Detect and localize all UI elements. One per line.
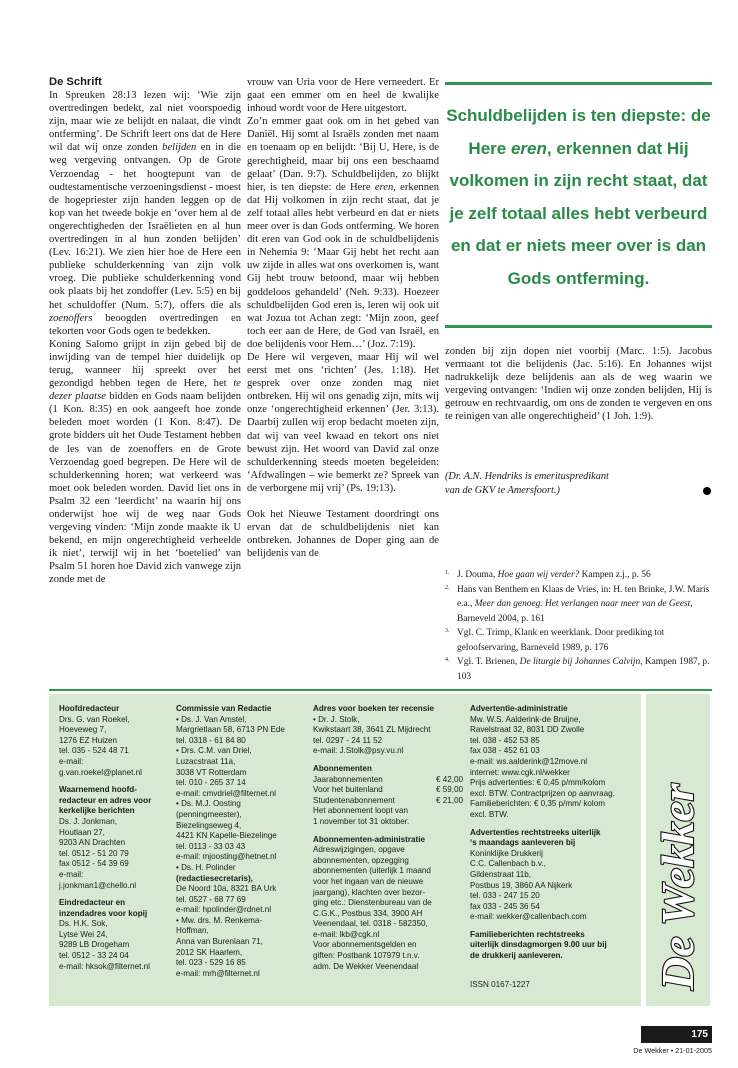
colophon-line: e-mail: ws.aalderink@12move.nl [470,756,588,766]
colophon-column-editors [59,704,174,972]
colophon-line: Hoffman, [176,926,209,936]
colophon-line: 9203 AN Drachten [59,838,126,848]
colophon-line: j.jonkman1@chello.nl [59,880,137,890]
colophon-line: e-mail: mrh@filternet.nl [176,968,260,978]
colophon-line: e-mail: [59,756,84,766]
colophon-line: 9289 LB Drogeham [59,940,130,950]
colophon-line: fax 0512 - 54 39 69 [59,859,129,869]
colophon-line: • Ds. H. Polinder [176,862,236,872]
colophon-line: e-mail: hksok@filternet.nl [59,961,150,971]
colophon-line: Familieberichten: € 0,35 p/mm/ kolom [470,799,605,809]
colophon-line: C.C. Callenbach b.v., [470,859,546,869]
colophon-line: Drs. G. van Roekel, [59,714,130,724]
colophon-price: € 21,00 [435,795,463,805]
colophon-line: Ds. J. Jonkman, [59,816,118,826]
colophon-line: Ravelstraat 32, 8031 DD Zwolle [470,725,585,735]
colophon-line: excl. BTW. [470,809,509,819]
colophon-line: ISSN 0167-1227 [470,979,530,989]
colophon-line: • Ds. M.J. Oosting [176,799,241,809]
pull-quote-bottom-rule [445,325,712,328]
colophon-line: De Noord 10a, 8321 BA Urk [176,884,277,894]
colophon-line: tel. 038 - 452 53 85 [470,735,540,745]
colophon-line: tel. 0318 - 61 84 80 [176,735,246,745]
brand-logo-svg [641,694,712,1006]
colophon-separator [49,689,712,691]
colophon-line: tel. 0297 - 24 11 52 [313,735,383,745]
colophon-column-subscriptions [313,704,463,972]
colophon-line: (penningmeester), [176,809,242,819]
author-note: (Dr. A.N. Hendriks is emerituspredikant van de GKV te Amersfoort.) [445,471,609,496]
colophon-line: Gildenstraat 11b, [470,869,532,879]
colophon-line: tel. 0512 - 51 20 79 [59,848,129,858]
colophon-line: Luzacstraat 11a, [176,756,236,766]
section-heading: De Schrift [49,76,102,88]
colophon-heading: Waarnemend hoofd- [59,785,137,795]
colophon-line: tel. 035 - 524 48 71 [59,746,129,756]
colophon [49,694,641,1006]
colophon-line: • Dr. J. Stolk, [313,714,360,724]
colophon-label: Jaarabonnementen [313,774,383,784]
pull-quote-top-rule [445,82,712,85]
colophon-line: excl. BTW. Contractprijzen op aanvraag. [470,788,615,798]
colophon-heading: Advertentie-administratie [470,704,568,713]
colophon-line: e-mail: lkb@cgk.nl [313,929,380,939]
paragraph: In Spreuken 28:13 lezen wij: ‘Wie zijn overtredingen bedekt, zal niet voorspoedig zijn, maar wie ze belijdt en nalaat, die vindt ontferming’. De Schrift leert ons dat de Here wil dat wij onze zonden belijden en in die weg vergeving ontvangen. Op de Grote Verzoendag - het hoogtepunt van de oudtestamentische verzoeningsdienst - moest de hogepriester zijn handen leggen op de kop van het tweede bokje en ‘over hem al de ongerechtigheden der Israëlieten en al hun overtredingen in al hun zonden belijden’ (Lev. 16:21). We zien hier hoe de Here een publieke schulderkenning van zijn volk vroeg. Die publieke schulderkenning vond ook plaats bij het zondoffer (Lev. 5:5) en bij het schuldoffer (Num. 5:7), offers die als zoenoffers beoogden overtredingen en tekorten voor Gods ogen te bedekken. [49,90,241,337]
colophon-heading: (redactiesecretaris), [176,873,253,883]
colophon-line: C.G.K., Postbus 334, 3900 AH [313,908,423,918]
colophon-heading: Adres voor boeken ter recensie [313,704,435,713]
colophon-heading: Abonnementen-administratie [313,834,425,844]
end-mark [703,487,711,495]
paragraph: De Here wil vergeven, maar Hij wil wel eerst met ons ‘richten’ (Jes. 1:18). Het gesprek over onze zonden mag niet ontbreken. Hij wil ons genadig zijn, mits wij onze ‘ongerechtigheid erkennen’ (Jer. 3:13). Daarbij zullen wij erop bedacht moeten zijn, dat wij van veel kwaad en tekort ons niet bewust zijn. Het woord van David zal onze schulderkenning steeds moeten begeleiden: ‘Afdwalingen – wie bemerkt ze? Spreek van de verborgene mij vrij’ (Ps. 19:13). [247,351,439,494]
colophon-line: Anna van Burenlaan 71, [176,937,263,947]
colophon-line: Mw. W.S. Aalderink-de Bruijne, [470,714,581,724]
colophon-line: Biezelingseweg 4, [176,820,242,830]
colophon-line: ging etc.: Dienstenbureau van de [313,898,432,908]
colophon-line: fax 033 - 245 36 54 [470,901,540,911]
colophon-line: abonnementen (uiterlijk 1 maand [313,866,431,876]
colophon-line: tel. 0113 - 33 03 43 [176,841,246,851]
footnotes [445,568,712,684]
brand-logo-text: De Wekker [652,783,703,990]
colophon-line: e-mail: mjoosting@hetnet.nl [176,852,277,862]
colophon-price: € 42,00 [435,774,463,784]
article-column-1 [49,76,241,587]
colophon-line: jaargang), klachten over bezor- [313,887,426,897]
colophon-line: tel. 0512 - 33 24 04 [59,951,129,961]
colophon-heading: kerkelijke berichten [59,806,135,816]
colophon-line: Prijs advertenties: € 0,45 p/mm/kolom [470,778,606,788]
colophon-line: Lytse Wei 24, [59,929,108,939]
colophon-heading: Eindredacteur en [59,898,126,908]
colophon-line: abonnementen, opzegging [313,855,409,865]
colophon-line: Margrietlaan 58, 6713 PN Ede [176,725,285,735]
colophon-line: e-mail: wekker@callenbach.com [470,912,587,922]
colophon-line: tel. 0527 - 68 77 69 [176,894,246,904]
article-column-2 [247,76,439,560]
footnote: 1. J. Douma, Hoe gaan wij verder? Kampen z.j., p. 56 [445,570,651,580]
colophon-heading: Abonnementen [313,763,372,773]
article-column-3 [445,345,712,424]
colophon-line: e-mail: hpolinder@rdnet.nl [176,905,272,915]
paragraph: Zo’n emmer gaat ook om in het gebed van Daniël. Hij somt al Israëls zonden met naam en toenaam op en belijdt: ‘Bij U, Here, is de gerechtigheid, maar bij ons een beschaamd gelaat’ (Dan. 9:7). Schuldbelijden, zo blijkt hier, is ten diepste: de Here eren, erkennen dat Hij volkomen in zijn recht staat, dat je zelf totaal alles hebt verbeurd en dat er niets meer over is dan Gods ontferming. We horen dit eren van God ook in de schuldbelijdenis in Nehemia 9: ‘Maar Gij hebt het recht aan uw zijde in alles wat ons overkomen is, want Gij hebt trouw betoond, maar wij hebben goddeloos gehandeld’ (Neh. 9:33). Hoezeer schuldbelijden God eren is, leren wij ook uit wat Jozua tot Achan zegt: ‘Mijn zoon, geef toch eer aan de Here, de God van Israël, en doe belijdenis voor Hem…’ (Joz. 7:19). [247,116,439,350]
footnote: 3. Vgl. C. Trimp, Klank en weerklank. Door prediking tot geloofservaring, Barneveld 1989, p. 176 [445,628,665,653]
colophon-line: g.van.roekel@planet.nl [59,767,142,777]
colophon-line [313,775,463,786]
colophon-line [313,785,463,796]
colophon-line: • Ds. J. Van Amstel, [176,714,247,724]
colophon-line: 4421 KN Kapelle-Biezelinge [176,831,277,841]
paragraph: Ook het Nieuwe Testament doordringt ons ervan dat de schuldbelijdenis niet kan ontbreken. Johannes de Doper ging aan de belijdenis van de [247,509,439,560]
colophon-line: fax 038 - 452 61 03 [470,746,540,756]
colophon-column-advertising [470,704,635,990]
colophon-line: e-mail: J.Stolk@psy.vu.nl [313,746,404,756]
pull-quote [445,82,712,328]
colophon-heading: uiterlijk dinsdagmorgen 9.00 uur bij [470,940,607,950]
colophon-heading: Advertenties rechtstreeks uiterlijk [470,827,601,837]
page-footer: De Wekker • 21-01-2005 [633,1046,712,1055]
colophon-line: e-mail: [59,869,84,879]
colophon-heading: Hoofdredacteur [59,704,120,713]
colophon-line: Postbus 19, 3860 AA Nijkerk [470,880,573,890]
colophon-label: Voor het buitenland [313,785,383,795]
colophon-label: Studentenabonnement [313,795,395,805]
colophon-heading: ‘s maandags aanleveren bij [470,838,576,848]
page-number: 175 [641,1026,712,1043]
colophon-line: tel. 033 - 247 15 20 [470,891,540,901]
colophon-heading: Commissie van Redactie [176,704,272,713]
colophon-column-committee [176,704,306,979]
pull-quote-text: Schuldbelijden is ten diepste: de Here eren, erkennen dat Hij volkomen in zijn recht staat, dat je zelf totaal alles hebt verbeurd en dat er niets meer over is dan Gods ontferming. [446,106,711,288]
paragraph: vrouw van Uria voor de Here verneedert. Er gaat een emmer om en heel de kwalijke inhoud wordt voor de Here uitgestort. [247,77,439,115]
footnote: 2. Hans van Benthem en Klaas de Vries, in: H. ten Brinke, J.W. Maris e.a., Meer dan genoeg. Het verlangen naar meer van de Geest, Barneveld 2004, p. 161 [445,584,710,624]
colophon-line: Kwikstaart 38, 3641 ZL Mijdrecht [313,725,431,735]
colophon-heading: Familieberichten rechtstreeks [470,929,585,939]
brand-logo [641,694,712,1006]
colophon-line: Voor abonnementsgelden en [313,940,417,950]
colophon-line: 3038 VT Rotterdam [176,767,247,777]
colophon-price: € 59,00 [435,785,463,795]
colophon-line: Hoeveweg 7, [59,725,107,735]
colophon-line: Houtlaan 27, [59,827,105,837]
colophon-line: Veenendaal, tel. 0318 - 582350, [313,919,428,929]
colophon-heading: de drukkerij aanleveren. [470,951,563,961]
colophon-line: Ds. H.K. Sok, [59,919,108,929]
colophon-line: 1 november tot 31 oktober. [313,816,410,826]
colophon-heading: redacteur en adres voor [59,795,152,805]
colophon-line: Koninklijke Drukkerij [470,848,543,858]
colophon-line: 1276 EZ Huizen [59,735,118,745]
colophon-line: voor het ingaan van de nieuwe [313,876,424,886]
colophon-line: • Mw. drs. M. Renkema- [176,915,263,925]
colophon-line: internet: www.cgk.nl/wekker [470,767,570,777]
paragraph: Koning Salomo grijpt in zijn gebed bij de inwijding van de tempel hier duidelijk op terug, wanneer hij spreekt over het gezondigd hebben tegen de Here, het te dezer plaatse bidden en Gods naam belijden (1 Kon. 8:35) en ook aangeeft hoe zonde beleden moet worden (1 Kon. 8:47). De grote bidders uit het Oude Testament hebben de les van de zoenoffers en de Grote Verzoendag goed begrepen. De Here wil de schulderkenning horen; wat verkeerd was moet ook beleden worden. David liet ons in Psalm 32 een ‘leerdicht’ na waarin hij ons onderwijst hoe wij de weg naar Gods vergeving vinden: ‘Mijn zonde maakte ik U bekend, en mijn ongerechtigheid verheelde ik niet’, terwijl wij in het ‘boetelied’ van Psalm 51 horen hoe David zich vanwege zijn zonde met de [49,338,241,586]
colophon-line: tel. 023 - 529 16 85 [176,958,246,968]
colophon-line: • Drs. C.M. van Driel, [176,746,252,756]
colophon-line: giften: Postbank 107979 t.n.v. [313,951,420,961]
colophon-line: 2012 SK Haarlem, [176,947,243,957]
colophon-line: Adreswijzigingen, opgave [313,845,405,855]
colophon-line [313,796,463,807]
colophon-line: adm. De Wekker Veenendaal [313,961,419,971]
colophon-line: e-mail: cmvdriel@filternet.nl [176,788,276,798]
colophon-heading: inzendadres voor kopij [59,908,148,918]
footnote: 4. Vgl. T. Brienen, De liturgie bij Johannes Calvijn, Kampen 1987, p. 103 [445,657,710,682]
colophon-line: tel. 010 - 265 37 14 [176,778,246,788]
paragraph: zonden bij zijn dopen niet voorbij (Marc. 1:5). Jacobus vermaant tot die belijdenis (Jac. 5:16). En Johannes wijst nadrukkelijk deze belijdenis aan als de weg waarin we vergeving ontvangen: ‘Indien wij onze zonden belijden, Hij is getrouw en rechtvaardig, om ons de zonden te vergeven en ons te reinigen van alle ongerechtigheid’ (1 Joh. 1:9). [445,346,712,423]
colophon-line: Het abonnement loopt van [313,806,408,816]
